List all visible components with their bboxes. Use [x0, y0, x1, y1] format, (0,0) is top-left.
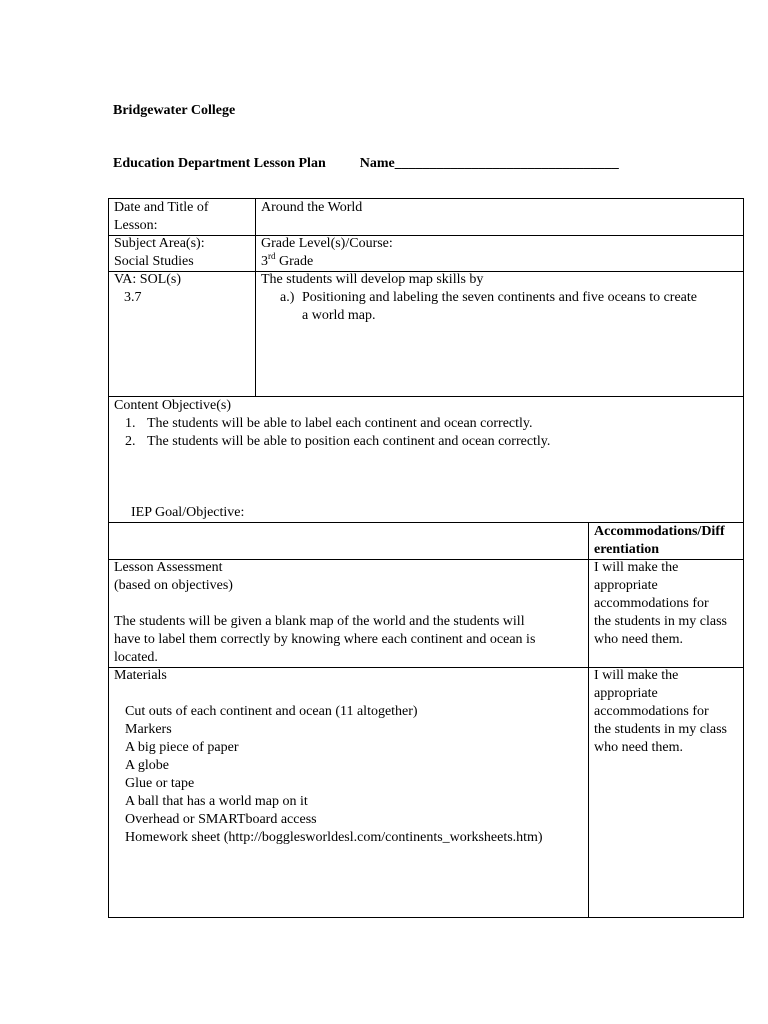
materials-accommodations-cell: [589, 667, 744, 757]
grade-level-label: Grade Level(s)/Course:: [261, 236, 393, 251]
lesson-plan-title: Education Department Lesson Plan: [113, 156, 326, 171]
content-objectives-box: [108, 396, 744, 523]
materials-item: Glue or tape: [125, 776, 195, 791]
lesson-assessment-sublabel: (based on objectives): [114, 578, 233, 593]
accommodations-header-line: erentiation: [594, 542, 660, 557]
accommodation-text: accommodations for: [594, 704, 709, 719]
accommodation-text: appropriate: [594, 578, 658, 593]
date-title-label-line: Lesson:: [114, 218, 158, 233]
lesson-assessment-label: Lesson Assessment: [114, 560, 223, 575]
sol-sub-item-line: Positioning and labeling the seven continents and five oceans to create: [302, 290, 697, 305]
blank-line: [114, 595, 583, 613]
materials-label: Materials: [114, 668, 167, 683]
accommodations-header-line: Accommodations/Diff: [594, 524, 725, 539]
college-name: Bridgewater College: [113, 103, 236, 118]
accommodation-text: I will make the: [594, 668, 679, 683]
lesson-assessment-text: have to label them correctly by knowing where each continent and ocean is: [114, 632, 536, 647]
accommodation-text: appropriate: [594, 686, 658, 701]
sol-number: 3.7: [124, 290, 142, 305]
materials-item: Homework sheet (http://bogglesworldesl.com/continents_worksheets.htm): [125, 830, 543, 845]
materials-item: Markers: [125, 722, 172, 737]
sol-label-cell: [109, 271, 255, 307]
lesson-plan-title-line: [113, 155, 619, 173]
grade-level-value: [261, 253, 393, 271]
accommodation-text: I will make the: [594, 560, 679, 575]
blank-line: [114, 685, 583, 703]
content-objectives-cell: [109, 397, 555, 451]
sol-label: VA: SOL(s): [114, 272, 182, 287]
accommodation-text: the students in my class: [594, 614, 727, 629]
accommodations-header: [589, 523, 744, 559]
assessment-materials-table: [108, 522, 744, 918]
grade-number: 3: [261, 254, 268, 269]
objective-number: 2.: [125, 434, 136, 449]
objective-item: [114, 433, 550, 451]
lesson-info-table: [108, 198, 744, 397]
sol-description: The students will develop map skills by: [261, 272, 484, 287]
accommodation-text: the students in my class: [594, 722, 727, 737]
lesson-assessment-text: located.: [114, 650, 158, 665]
grade-level-cell: [256, 235, 398, 271]
lesson-title-cell: [256, 199, 367, 217]
iep-goal-text: IEP Goal/Objective:: [131, 505, 245, 520]
content-objectives-label: Content Objective(s): [114, 398, 232, 413]
sol-sub-item-marker: a.): [280, 290, 295, 305]
materials-item: Cut outs of each continent and ocean (11 altogether): [125, 704, 418, 719]
lesson-title: Around the World: [261, 200, 363, 215]
objective-text: The students will be able to position each continent and ocean correctly.: [147, 434, 551, 449]
materials-item: A ball that has a world map on it: [125, 794, 308, 809]
objective-number: 1.: [125, 416, 136, 431]
accommodation-text: who need them.: [594, 740, 684, 755]
name-field-label: Name________________________________: [359, 156, 619, 171]
subject-area-label: Subject Area(s):: [114, 236, 205, 251]
assessment-accommodations-cell: [589, 559, 744, 649]
subject-area-cell: [109, 235, 255, 271]
iep-goal-label: [126, 504, 249, 522]
materials-item: A globe: [125, 758, 169, 773]
sol-sub-item: [261, 289, 736, 325]
materials-list: [114, 703, 583, 847]
lesson-assessment-text: The students will be given a blank map of the world and the students will: [114, 614, 525, 629]
materials-item: Overhead or SMARTboard access: [125, 812, 317, 827]
grade-word: Grade: [275, 254, 314, 269]
date-title-label-line: Date and Title of: [114, 200, 209, 215]
grade-ordinal-suffix: rd: [268, 251, 276, 261]
accommodation-text: accommodations for: [594, 596, 709, 611]
objective-item: [114, 415, 550, 433]
subject-area-value: Social Studies: [114, 254, 194, 269]
objective-text: The students will be able to label each continent and ocean correctly.: [147, 416, 533, 431]
materials-cell: [109, 667, 588, 847]
accommodation-text: who need them.: [594, 632, 684, 647]
sol-description-cell: [256, 271, 741, 325]
lesson-assessment-cell: [109, 559, 588, 667]
materials-item: A big piece of paper: [125, 740, 239, 755]
date-title-label-cell: [109, 199, 255, 235]
sol-sub-item-line: a world map.: [302, 308, 376, 323]
